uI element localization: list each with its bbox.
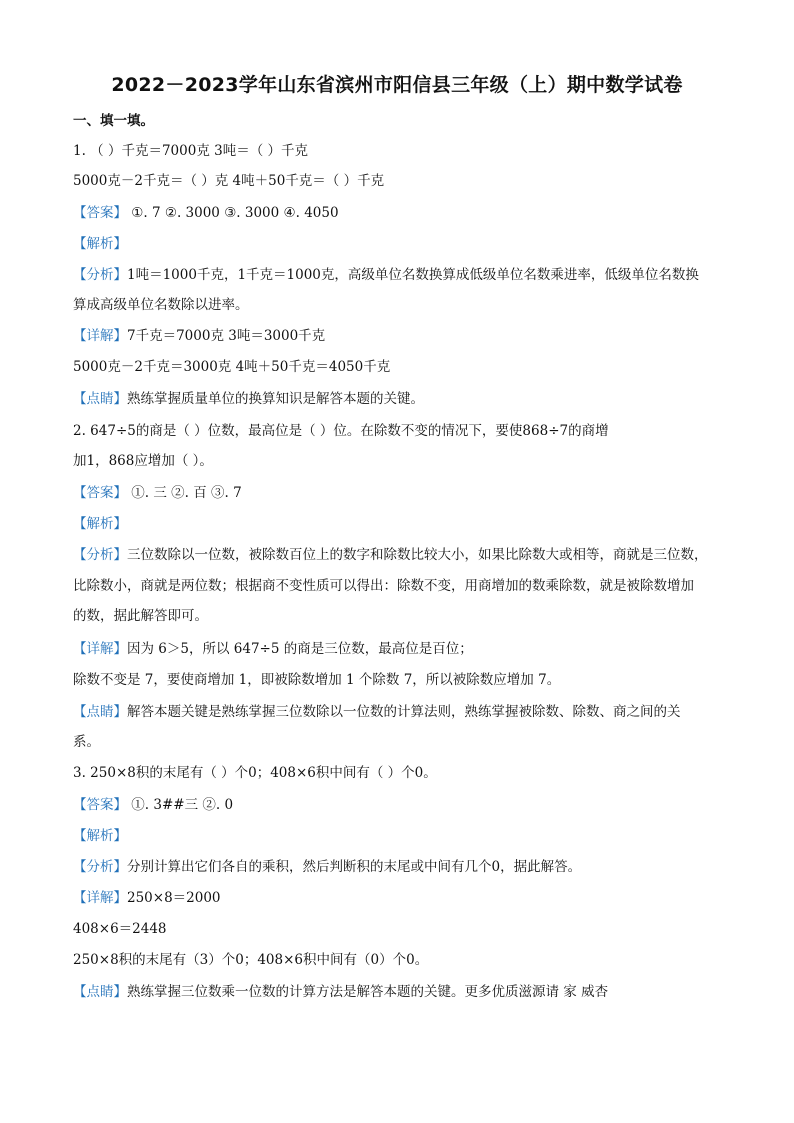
answer-body: ①. 3##三 ②. 0: [127, 797, 234, 813]
answer-tag: 【答案】: [73, 485, 127, 501]
section-heading: 一、填一填。: [73, 113, 154, 129]
comment-2-line-1: [73, 703, 681, 721]
comment-label: 【点睛】: [73, 704, 127, 720]
comment-label: 【点睛】: [73, 984, 127, 1000]
question-1-line-2: 5000克－2千克＝（ ）克 4吨＋50千克＝（ ）千克: [73, 173, 385, 189]
analysis-2-line-1: [73, 546, 708, 564]
page-title: 2022－2023学年山东省滨州市阳信县三年级（上）期中数学试卷: [111, 74, 683, 96]
analysis-body: 1吨＝1000千克，1千克＝1000克，高级单位名数换算成低级单位名数乘进率，低级单位名数换: [127, 267, 699, 283]
analysis-label: 【分析】: [73, 267, 127, 283]
analysis-body: 三位数除以一位数，被除数百位上的数字和除数比较大小，如果比除数大或相等，商就是三位数，: [127, 547, 708, 563]
comment-3: [73, 983, 608, 1001]
comment-2-line-2: 系。: [73, 734, 100, 750]
analysis-tag: 【解析】: [73, 236, 127, 252]
analysis-3: [73, 858, 581, 876]
detail-label: 【详解】: [73, 641, 127, 657]
detail-label: 【详解】: [73, 890, 127, 906]
answer-body: ①. 7 ②. 3000 ③. 3000 ④. 4050: [127, 205, 339, 221]
detail-label: 【详解】: [73, 328, 127, 344]
analysis-tag: 【解析】: [73, 516, 127, 532]
question-3: 3. 250×8积的末尾有（ ）个0；408×6积中间有（ ）个0。: [73, 765, 437, 781]
analysis-1-line-2: 算成高级单位名数除以进率。: [73, 297, 249, 313]
detail-body: 250×8＝2000: [127, 890, 221, 906]
detail-3-line-2: 408×6＝2448: [73, 921, 167, 937]
analysis-2-line-2: 比除数小，商就是两位数；根据商不变性质可以得出：除数不变，用商增加的数乘除数，就是被除数增加: [73, 578, 694, 594]
analysis-label: 【分析】: [73, 547, 127, 563]
analysis-1-line-1: [73, 266, 699, 284]
question-1-line-1: 1. （ ）千克＝7000克 3吨＝（ ）千克: [73, 143, 308, 159]
detail-3-line-1: [73, 889, 221, 907]
comment-label: 【点睛】: [73, 391, 127, 407]
detail-1-line-1: [73, 327, 325, 345]
answer-3: [73, 796, 233, 814]
answer-body: ①. 三 ②. 百 ③. 7: [127, 485, 242, 501]
comment-1: [73, 390, 424, 408]
analysis-label: 【分析】: [73, 859, 127, 875]
answer-2: [73, 484, 242, 502]
detail-2-line-2: 除数不变是 7，要使商增加 1，即被除数增加 1 个除数 7，所以被除数应增加 7。: [73, 672, 561, 688]
detail-3-line-3: 250×8积的末尾有（3）个0；408×6积中间有（0）个0。: [73, 952, 429, 968]
detail-body: 7千克＝7000克 3吨＝3000千克: [127, 328, 326, 344]
analysis-body: 分别计算出它们各自的乘积，然后判断积的末尾或中间有几个0，据此解答。: [127, 859, 582, 875]
detail-2-line-1: [73, 640, 473, 658]
question-2-line-2: 加1，868应增加（ ）。: [73, 453, 213, 469]
analysis-2-line-3: 的数，据此解答即可。: [73, 608, 208, 624]
comment-body: 熟练掌握质量单位的换算知识是解答本题的关键。: [127, 391, 424, 407]
detail-body: 因为 6＞5，所以 647÷5 的商是三位数，最高位是百位；: [127, 641, 473, 657]
answer-tag: 【答案】: [73, 205, 127, 221]
answer-tag: 【答案】: [73, 797, 127, 813]
comment-body: 解答本题关键是熟练掌握三位数除以一位数的计算法则，熟练掌握被除数、除数、商之间的关: [127, 704, 681, 720]
detail-1-line-2: 5000克－2千克＝3000克 4吨＋50千克＝4050千克: [73, 359, 391, 375]
analysis-tag: 【解析】: [73, 828, 127, 844]
question-2-line-1: 2. 647÷5的商是（ ）位数，最高位是（ ）位。在除数不变的情况下，要使868÷7的商增: [73, 423, 609, 439]
comment-body: 熟练掌握三位数乘一位数的计算方法是解答本题的关键。更多优质滋源请 家 威杏: [127, 984, 609, 1000]
answer-1: [73, 204, 339, 222]
